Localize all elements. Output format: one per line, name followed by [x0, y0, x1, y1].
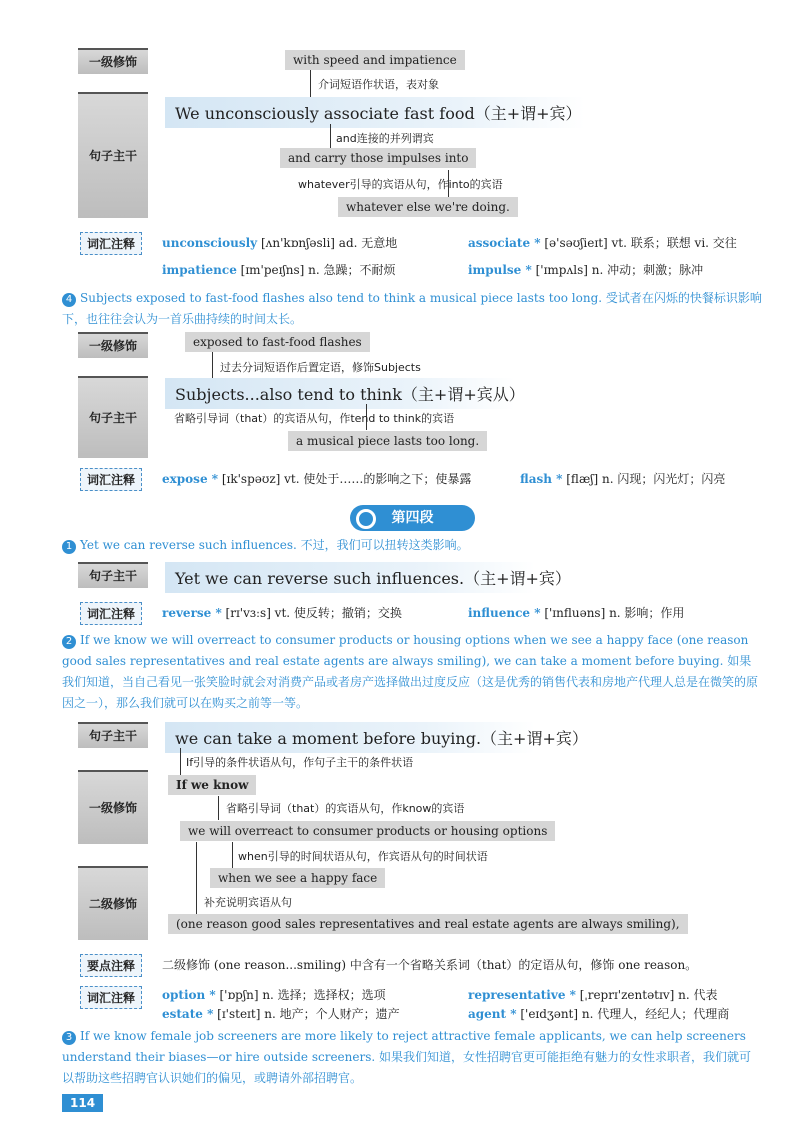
modifier-note: 过去分词短语作后置定语，修饰Subjects [220, 361, 421, 374]
vocab-entry: impatience [ɪm'peɪʃns] n. 急躁；不耐烦 [162, 263, 396, 277]
vocab-entry: unconsciously [ʌn'kɒnʃəsli] ad. 无意地 [162, 236, 398, 250]
conj-box: and carry those impulses into [280, 148, 476, 168]
modifier-box: with speed and impatience [285, 50, 465, 70]
label-main-clause: 句子主干 [78, 92, 148, 218]
sentence-paragraph: 3 If we know female job screeners are more likely to reject attractive female applicants, we can help screeners understand their biases—or hire outside screeners. 如果我们知道，女性招聘官更可能拒绝有魅力的女性求职者，我们就可以帮助这些招聘官认识她们的偏见，或聘请外部招聘官。 [62, 1029, 752, 1085]
clause-note: 省略引导词（that）的宾语从句，作tend to think的宾语 [174, 412, 455, 425]
sentence-paragraph: 1 Yet we can reverse such influences. 不过，我们可以扭转这类影响。 [62, 535, 762, 556]
main-clause: We unconsciously associate fast food（主+谓+宾） [165, 97, 585, 128]
vocab-entry: option * ['ɒpʃn] n. 选择；选择权；选项 [162, 988, 386, 1002]
page-number: 114 [62, 1094, 103, 1112]
vocab-entry: expose * [ɪk'spəʊz] vt. 使处于……的影响之下；使暴露 [162, 472, 472, 486]
label-main-clause: 句子主干 [78, 376, 148, 458]
label-first-mod: 一级修饰 [78, 332, 148, 358]
connector-line [218, 796, 219, 820]
number-badge: 1 [62, 540, 76, 554]
number-badge: 4 [62, 293, 76, 307]
conj-note: and连接的并列谓宾 [336, 132, 434, 145]
connector-line [310, 70, 311, 100]
sentence-paragraph: 4 Subjects exposed to fast-food flashes also tend to think a musical piece lasts too long. 受试者在闪烁的快餐标识影响下，也往往会认为一首乐曲持续的时间太长。 [62, 291, 762, 326]
key-points-tag: 要点注释 [80, 954, 142, 977]
key-point-text: 二级修饰 (one reason...smiling) 中含有一个省略关系词（that）的定语从句，修饰 one reason。 [162, 958, 698, 972]
supplement-box: (one reason good sales representatives and real estate agents are always smiling), [168, 914, 688, 934]
if-note: If引导的条件状语从句，作句子主干的条件状语 [186, 756, 414, 769]
vocab-tag: 词汇注释 [80, 602, 142, 625]
modifier-box: exposed to fast-food flashes [185, 332, 370, 352]
vocab-entry: impulse * ['ɪmpʌls] n. 冲动；刺激；脉冲 [468, 263, 704, 277]
connector-line [212, 352, 213, 378]
vocab-entry: influence * ['ɪnfluəns] n. 影响；作用 [468, 606, 685, 620]
label-first-mod: 一级修饰 [78, 48, 148, 74]
label-first-mod: 一级修饰 [78, 770, 148, 844]
whatever-box: whatever else we're doing. [338, 197, 518, 217]
number-badge: 2 [62, 635, 76, 649]
number-badge: 3 [62, 1031, 76, 1045]
object-box: we will overreact to consumer products or housing options [180, 821, 555, 841]
connector-line [232, 842, 233, 868]
vocab-tag: 词汇注释 [80, 232, 142, 255]
supplement-note: 补充说明宾语从句 [204, 896, 292, 909]
vocab-entry: flash * [flæʃ] n. 闪现；闪光灯；闪亮 [520, 472, 726, 486]
clause-box: a musical piece lasts too long. [288, 431, 487, 451]
when-note: when引导的时间状语从句，作宾语从句的时间状语 [238, 850, 488, 863]
if-box: If we know [168, 775, 256, 795]
label-main-clause: 句子主干 [78, 562, 148, 588]
vocab-entry: reverse * [rɪ'vɜːs] vt. 使反转；撤销；交换 [162, 606, 402, 620]
vocab-entry: estate * [ɪ'steɪt] n. 地产；个人财产；遗产 [162, 1007, 400, 1021]
modifier-note: 介词短语作状语，表对象 [318, 78, 439, 91]
whatever-note: whatever引导的宾语从句，作into的宾语 [298, 178, 503, 191]
label-main-clause: 句子主干 [78, 722, 148, 748]
vocab-entry: agent * ['eɪdʒənt] n. 代理人，经纪人；代理商 [468, 1007, 730, 1021]
main-clause: Yet we can reverse such influences.（主+谓+宾） [165, 562, 535, 593]
when-box: when we see a happy face [210, 868, 385, 888]
search-icon [356, 509, 376, 529]
sentence-paragraph: 2 If we know we will overreact to consumer products or housing options when we see a happy face (one reason good sales representatives and real estate agents are always smiling), we can take a moment before buying. 如果我们知道，当自己看见一张笑脸时就会对消费产品或者房产选择做出过度反应（这是优秀的销售代表和房地产代理人总是在微笑的原因之一），那么我们就可以在购买之前等一等。 [62, 633, 759, 710]
main-clause: we can take a moment before buying.（主+谓+宾） [165, 722, 535, 753]
object-note: 省略引导词（that）的宾语从句，作know的宾语 [226, 802, 465, 815]
vocab-tag: 词汇注释 [80, 468, 142, 491]
main-clause: Subjects...also tend to think（主+谓+宾从） [165, 378, 515, 409]
vocab-entry: associate * [ə'səʊʃieɪt] vt. 联系；联想 vi. 交往 [468, 236, 737, 250]
label-second-mod: 二级修饰 [78, 866, 148, 940]
connector-line [180, 748, 181, 776]
vocab-entry: representative * [ˌreprɪ'zentətɪv] n. 代表 [468, 988, 718, 1002]
section-header: 第四段 [350, 505, 475, 531]
connector-line [196, 842, 197, 914]
vocab-tag: 词汇注释 [80, 986, 142, 1009]
